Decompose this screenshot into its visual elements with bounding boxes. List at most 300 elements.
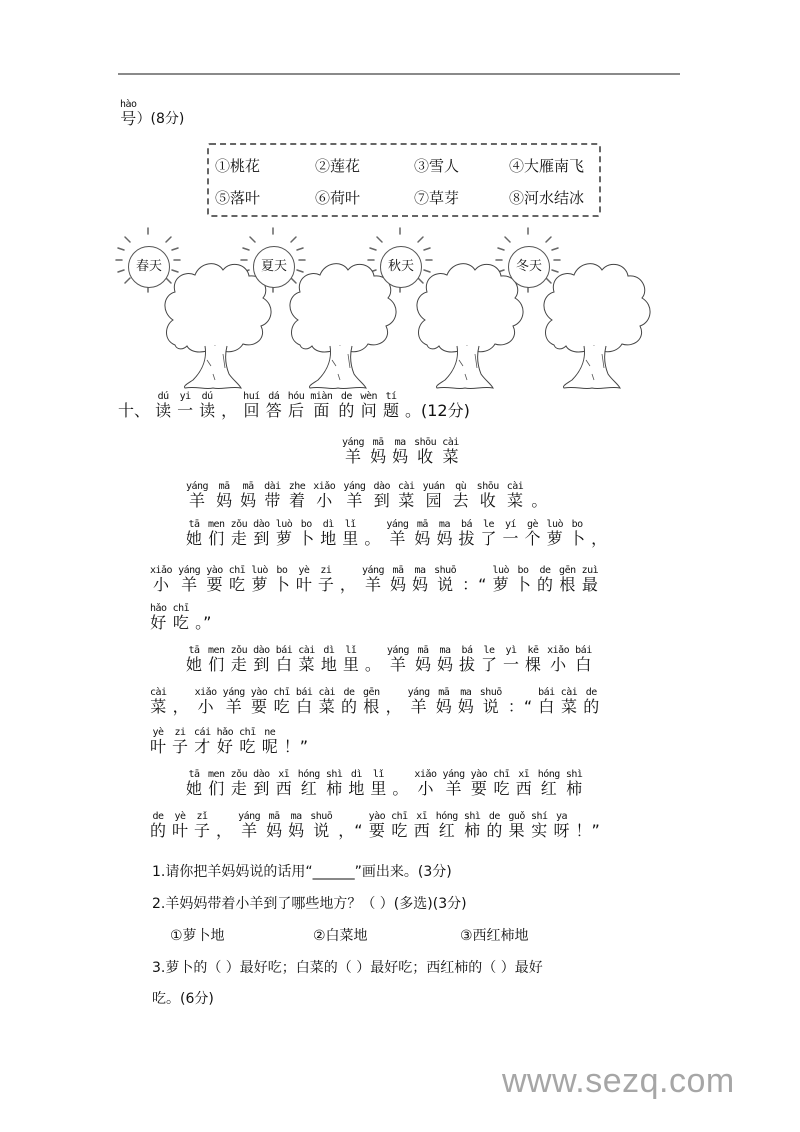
ruby-char bbox=[340, 566, 356, 594]
hanzi: 菜 bbox=[298, 655, 315, 674]
ruby-char bbox=[321, 646, 337, 674]
ruby-char bbox=[582, 566, 599, 594]
ruby-char bbox=[442, 438, 459, 466]
ruby-char bbox=[266, 812, 282, 840]
ruby-char bbox=[477, 482, 499, 510]
ruby-char bbox=[284, 728, 308, 756]
pinyin: xī bbox=[278, 769, 290, 780]
ruby-char bbox=[276, 520, 293, 548]
question-3-cont: 吃。(6分) bbox=[152, 991, 214, 1007]
ruby-char bbox=[262, 728, 278, 756]
ruby-char bbox=[591, 520, 607, 548]
pinyin: shuō bbox=[479, 687, 502, 698]
pinyin: shì bbox=[565, 769, 583, 780]
ruby-char bbox=[408, 688, 430, 716]
word-option: ⑧河水结冰 bbox=[509, 189, 585, 207]
pinyin: mā bbox=[438, 687, 450, 698]
hanzi: 收 bbox=[417, 447, 434, 466]
pinyin: cài bbox=[398, 481, 415, 492]
story-line bbox=[150, 566, 604, 594]
ruby-char bbox=[343, 646, 359, 674]
hanzi: ：“ bbox=[507, 697, 533, 716]
ruby-char bbox=[298, 646, 315, 674]
ruby-char bbox=[503, 646, 519, 674]
pinyin: dú bbox=[201, 391, 213, 402]
ruby-char bbox=[178, 566, 200, 594]
pinyin: yi bbox=[179, 391, 191, 402]
word-option: ⑦草芽 bbox=[414, 189, 460, 207]
hanzi: 。(12分) bbox=[405, 401, 470, 420]
pinyin: de bbox=[585, 687, 597, 698]
hanzi: 吃 bbox=[391, 821, 408, 840]
ruby-char bbox=[186, 770, 202, 798]
hanzi: 柿 bbox=[326, 779, 343, 798]
pinyin: mā bbox=[372, 437, 384, 448]
story-line bbox=[186, 646, 598, 674]
hanzi: 问 bbox=[360, 401, 377, 420]
ruby-char bbox=[405, 392, 470, 420]
pinyin: zǒu bbox=[230, 645, 248, 656]
hanzi: 果 bbox=[508, 821, 525, 840]
ruby-char bbox=[363, 688, 380, 716]
pinyin: bái bbox=[538, 687, 555, 698]
q2-option-1: ①萝卜地 bbox=[170, 928, 225, 944]
ruby-char bbox=[362, 566, 384, 594]
pinyin: ma bbox=[290, 811, 302, 822]
ruby-char bbox=[318, 688, 335, 716]
pinyin: de bbox=[488, 811, 500, 822]
hanzi: 读 bbox=[199, 401, 216, 420]
hanzi: 叶 bbox=[150, 737, 167, 756]
hanzi: 们 bbox=[208, 655, 225, 674]
ruby-char bbox=[525, 520, 541, 548]
hanzi: 收 bbox=[479, 491, 496, 510]
hanzi: 的 bbox=[338, 401, 355, 420]
pinyin: yáng bbox=[342, 437, 365, 448]
pinyin: cài bbox=[442, 437, 459, 448]
hanzi: 个 bbox=[524, 529, 541, 548]
ruby-char bbox=[414, 520, 430, 548]
hanzi: 妈 bbox=[288, 821, 305, 840]
ruby-char bbox=[208, 646, 225, 674]
pinyin: dì bbox=[350, 769, 362, 780]
pinyin: ma bbox=[414, 565, 426, 576]
q2-option-3: ③西红柿地 bbox=[460, 928, 529, 944]
pinyin: luò bbox=[251, 565, 268, 576]
pinyin: ne bbox=[264, 727, 276, 738]
ruby-char bbox=[276, 646, 293, 674]
ruby-char bbox=[392, 438, 408, 466]
pinyin: bá bbox=[460, 519, 472, 530]
ruby-char bbox=[342, 438, 364, 466]
hanzi: 才 bbox=[194, 737, 211, 756]
pinyin: cài bbox=[150, 687, 167, 698]
ruby-char bbox=[398, 482, 415, 510]
pinyin: bo bbox=[300, 519, 312, 530]
pinyin: xī bbox=[416, 811, 428, 822]
hanzi: 羊 bbox=[241, 821, 258, 840]
pinyin: yí bbox=[504, 519, 517, 530]
hanzi: 吃 bbox=[239, 737, 256, 756]
ruby-char bbox=[342, 520, 358, 548]
hanzi: 西 bbox=[515, 779, 532, 798]
hanzi: 西 bbox=[275, 779, 292, 798]
hanzi: 萝 bbox=[251, 575, 268, 594]
pinyin: dào bbox=[373, 481, 390, 492]
pinyin: miàn bbox=[310, 391, 333, 402]
hanzi: 她 bbox=[186, 529, 203, 548]
ruby-char bbox=[288, 812, 304, 840]
pinyin: xiǎo bbox=[414, 769, 437, 780]
hanzi: 小 bbox=[197, 697, 214, 716]
ruby-char bbox=[364, 520, 380, 548]
pinyin: men bbox=[208, 769, 225, 780]
hanzi: ！” bbox=[575, 821, 600, 840]
ruby-char bbox=[508, 812, 525, 840]
pinyin: xiǎo bbox=[150, 565, 173, 576]
word-option: ②莲花 bbox=[315, 157, 361, 175]
section-10-heading bbox=[118, 392, 476, 420]
pinyin: cài bbox=[298, 645, 315, 656]
pinyin: yè bbox=[174, 811, 186, 822]
word-option: ⑥荷叶 bbox=[315, 189, 361, 207]
ruby-char bbox=[313, 482, 335, 510]
hanzi: 菜 bbox=[398, 491, 415, 510]
pinyin: luò bbox=[275, 519, 293, 530]
hanzi: 号 bbox=[120, 109, 137, 128]
hanzi: 的 bbox=[150, 821, 167, 840]
hanzi: 吃 bbox=[493, 779, 510, 798]
pinyin: yè bbox=[298, 565, 310, 576]
q2-option-2: ②白菜地 bbox=[313, 928, 368, 944]
ruby-char bbox=[243, 392, 260, 420]
ruby-char bbox=[208, 520, 225, 548]
hanzi: ， bbox=[591, 529, 608, 548]
pinyin: ma bbox=[438, 519, 450, 530]
pinyin: tí bbox=[385, 391, 397, 402]
hanzi: 妈 bbox=[266, 821, 283, 840]
pinyin: mā bbox=[268, 811, 280, 822]
pinyin: yáng bbox=[222, 687, 245, 698]
hanzi: 着 bbox=[288, 491, 305, 510]
hanzi: ， bbox=[385, 697, 402, 716]
ruby-char bbox=[369, 812, 386, 840]
hanzi: 红 bbox=[540, 779, 557, 798]
ruby-char bbox=[155, 392, 171, 420]
pinyin: le bbox=[482, 519, 494, 530]
pinyin: men bbox=[208, 645, 225, 656]
pinyin: dào bbox=[253, 519, 270, 530]
pinyin: shí bbox=[530, 811, 548, 822]
hanzi: 羊 bbox=[389, 529, 406, 548]
hanzi: 妈 bbox=[240, 491, 257, 510]
ruby-char bbox=[150, 604, 167, 632]
ruby-char bbox=[231, 520, 248, 548]
ruby-char bbox=[348, 770, 364, 798]
hanzi: 要 bbox=[206, 575, 223, 594]
ruby-char bbox=[238, 812, 260, 840]
hanzi: 红 bbox=[438, 821, 455, 840]
pinyin: guǒ bbox=[508, 811, 525, 822]
ruby-char bbox=[216, 482, 232, 510]
ruby-char bbox=[195, 688, 217, 716]
hanzi: 。 bbox=[364, 655, 381, 674]
ruby-char bbox=[150, 688, 167, 716]
pinyin: chī bbox=[239, 727, 256, 738]
pinyin: yào bbox=[206, 565, 223, 576]
ruby-char bbox=[538, 770, 560, 798]
pinyin: chī bbox=[273, 687, 290, 698]
hanzi: 小 bbox=[153, 575, 170, 594]
ruby-char bbox=[486, 812, 502, 840]
hanzi: 呢 bbox=[261, 737, 278, 756]
hanzi: 走 bbox=[230, 529, 247, 548]
pinyin: yè bbox=[152, 727, 164, 738]
hanzi: 妈 bbox=[435, 697, 452, 716]
ruby-char bbox=[459, 646, 475, 674]
ruby-char bbox=[338, 812, 362, 840]
ruby-char bbox=[464, 812, 481, 840]
pinyin: kē bbox=[527, 645, 539, 656]
ruby-char bbox=[298, 520, 314, 548]
hanzi: 实 bbox=[531, 821, 548, 840]
ruby-char bbox=[150, 566, 172, 594]
hanzi: 根 bbox=[559, 575, 576, 594]
pinyin: xiǎo bbox=[547, 645, 570, 656]
hanzi: 面 bbox=[313, 401, 330, 420]
pinyin: yào bbox=[368, 811, 386, 822]
pinyin: bái bbox=[295, 687, 313, 698]
ruby-char bbox=[264, 482, 281, 510]
pinyin: yào bbox=[470, 769, 488, 780]
ruby-char bbox=[575, 646, 592, 674]
ruby-char bbox=[414, 438, 436, 466]
story-line bbox=[186, 520, 613, 548]
hanzi: 去 bbox=[452, 491, 469, 510]
ruby-char bbox=[229, 566, 246, 594]
hanzi: 小 bbox=[316, 491, 333, 510]
pinyin: chī bbox=[391, 811, 408, 822]
hanzi: 们 bbox=[208, 529, 225, 548]
ruby-char bbox=[208, 770, 225, 798]
pinyin: zi bbox=[174, 727, 186, 738]
hanzi: 走 bbox=[230, 779, 247, 798]
ruby-char bbox=[569, 520, 585, 548]
pinyin: yáng bbox=[361, 565, 385, 576]
ruby-char bbox=[173, 688, 189, 716]
ruby-char bbox=[507, 482, 524, 510]
ruby-char bbox=[559, 566, 576, 594]
ruby-char bbox=[471, 770, 488, 798]
ruby-char bbox=[296, 566, 312, 594]
ruby-char bbox=[458, 520, 474, 548]
hanzi: 萝 bbox=[275, 529, 292, 548]
hanzi: 读 bbox=[155, 401, 172, 420]
ruby-char bbox=[195, 604, 211, 632]
hanzi: 的 bbox=[486, 821, 503, 840]
hanzi: 她 bbox=[186, 779, 203, 798]
hanzi: 答 bbox=[265, 401, 282, 420]
hanzi: 菜 bbox=[150, 697, 167, 716]
pinyin: tā bbox=[188, 769, 200, 780]
hanzi: 了 bbox=[481, 655, 498, 674]
story-line bbox=[150, 812, 606, 840]
pinyin: hóng bbox=[537, 769, 560, 780]
pinyin: tā bbox=[188, 645, 200, 656]
hanzi: 好 bbox=[216, 737, 233, 756]
pinyin: ma bbox=[460, 687, 472, 698]
ruby-char bbox=[150, 812, 166, 840]
ruby-char bbox=[365, 646, 381, 674]
hanzi: 一 bbox=[177, 401, 194, 420]
hanzi: 地 bbox=[320, 655, 337, 674]
ruby-char bbox=[453, 482, 469, 510]
pinyin: chī bbox=[493, 769, 510, 780]
ruby-char bbox=[436, 812, 458, 840]
ruby-char bbox=[343, 482, 365, 510]
hanzi: 到 bbox=[373, 491, 390, 510]
pinyin: luò bbox=[492, 565, 510, 576]
ruby-char bbox=[186, 520, 202, 548]
pinyin: shì bbox=[325, 769, 343, 780]
hanzi: 妈 bbox=[436, 529, 453, 548]
season-trees-illustration bbox=[0, 0, 800, 400]
pinyin: yì bbox=[505, 645, 517, 656]
pinyin: hóng bbox=[435, 811, 458, 822]
pinyin: shì bbox=[463, 811, 481, 822]
hanzi: 一 bbox=[503, 655, 520, 674]
ruby-char bbox=[537, 566, 553, 594]
pinyin: huí bbox=[243, 391, 260, 402]
question-3: 3.萝卜的（ ）最好吃；白菜的（ ）最好吃；西红柿的（ ）最好 bbox=[152, 960, 543, 976]
pinyin: bo bbox=[517, 565, 529, 576]
story-line bbox=[150, 728, 314, 756]
watermark: www.sezq.com bbox=[502, 1062, 735, 1100]
pinyin: bá bbox=[461, 645, 473, 656]
ruby-char bbox=[231, 770, 248, 798]
hanzi: 羊 bbox=[181, 575, 198, 594]
hanzi: 到 bbox=[253, 529, 270, 548]
ruby-char bbox=[341, 688, 357, 716]
hanzi: 柿 bbox=[464, 821, 481, 840]
pinyin: lǐ bbox=[344, 519, 356, 530]
pinyin: yuán bbox=[422, 481, 445, 492]
hanzi: 后 bbox=[288, 401, 305, 420]
ruby-char bbox=[206, 566, 223, 594]
ruby-char bbox=[414, 812, 430, 840]
hanzi: 柿 bbox=[566, 779, 583, 798]
ruby-char bbox=[240, 482, 256, 510]
ruby-char bbox=[480, 520, 496, 548]
season-label-summer: 夏天 bbox=[253, 246, 295, 288]
pinyin: yáng bbox=[442, 769, 465, 780]
ruby-char bbox=[370, 438, 386, 466]
ruby-char bbox=[370, 770, 386, 798]
hanzi: 。 bbox=[531, 491, 548, 510]
pinyin: bái bbox=[575, 645, 592, 656]
ruby-char bbox=[554, 812, 570, 840]
ruby-char bbox=[386, 688, 402, 716]
hanzi: 红 bbox=[300, 779, 317, 798]
ruby-char bbox=[508, 688, 532, 716]
pinyin: dú bbox=[157, 391, 169, 402]
hanzi: 。 bbox=[392, 779, 409, 798]
pinyin: dào bbox=[253, 769, 270, 780]
pinyin: dá bbox=[268, 391, 280, 402]
ruby-char bbox=[320, 520, 336, 548]
pinyin: ya bbox=[556, 811, 568, 822]
pinyin: bái bbox=[275, 645, 293, 656]
ruby-char bbox=[576, 812, 600, 840]
hanzi: 们 bbox=[208, 779, 225, 798]
word-option: ④大雁南飞 bbox=[509, 157, 585, 175]
hanzi: 白 bbox=[538, 697, 555, 716]
hanzi: 要 bbox=[470, 779, 487, 798]
ruby-char bbox=[412, 566, 428, 594]
pinyin: cài bbox=[506, 481, 524, 492]
pinyin: yáng bbox=[386, 645, 409, 656]
hanzi: 羊 bbox=[345, 447, 362, 466]
question-2: 2.羊妈妈带着小羊到了哪些地方？（ ）(多选)(3分) bbox=[152, 896, 467, 912]
ruby-char bbox=[547, 520, 564, 548]
word-option: ①桃花 bbox=[215, 157, 261, 175]
hanzi: 羊 bbox=[346, 491, 363, 510]
pinyin: yáng bbox=[343, 481, 366, 492]
ruby-char bbox=[239, 728, 256, 756]
hanzi: 根 bbox=[363, 697, 380, 716]
pinyin: hào bbox=[120, 99, 137, 110]
hanzi: 羊 bbox=[364, 575, 381, 594]
ruby-char bbox=[373, 482, 390, 510]
hanzi: ，“ bbox=[338, 821, 363, 840]
pinyin: cài bbox=[560, 687, 578, 698]
hanzi: 带 bbox=[264, 491, 281, 510]
pinyin: zi bbox=[320, 565, 332, 576]
hanzi: 拔 bbox=[459, 655, 476, 674]
hanzi: 拔 bbox=[458, 529, 475, 548]
ruby-char bbox=[392, 770, 408, 798]
hanzi: ！” bbox=[283, 737, 309, 756]
question-1: 1.请你把羊妈妈说的话用“______”画出来。(3分) bbox=[152, 864, 452, 880]
hanzi: 卜 bbox=[515, 575, 532, 594]
ruby-char bbox=[150, 728, 166, 756]
ruby-char bbox=[538, 688, 555, 716]
hanzi: 白 bbox=[296, 697, 313, 716]
story-line bbox=[186, 482, 555, 510]
ruby-char bbox=[391, 812, 408, 840]
ruby-char bbox=[177, 392, 193, 420]
hanzi: 棵 bbox=[525, 655, 542, 674]
ruby-char bbox=[186, 482, 208, 510]
hanzi: 羊 bbox=[189, 491, 206, 510]
hanzi: 萝 bbox=[492, 575, 509, 594]
hanzi: 妈 bbox=[412, 575, 429, 594]
ruby-char bbox=[326, 770, 343, 798]
hanzi: 卜 bbox=[273, 575, 290, 594]
ruby-char bbox=[502, 520, 518, 548]
ruby-char bbox=[462, 566, 486, 594]
hanzi: 里 bbox=[370, 779, 387, 798]
hanzi: 子 bbox=[172, 737, 189, 756]
ruby-char bbox=[172, 728, 188, 756]
pinyin: qù bbox=[455, 481, 467, 492]
hanzi: 好 bbox=[150, 613, 167, 632]
hanzi: 叶 bbox=[172, 821, 189, 840]
hanzi: 妈 bbox=[392, 447, 409, 466]
hanzi: 菜 bbox=[442, 447, 459, 466]
pinyin: ma bbox=[439, 645, 451, 656]
ruby-char bbox=[231, 646, 248, 674]
